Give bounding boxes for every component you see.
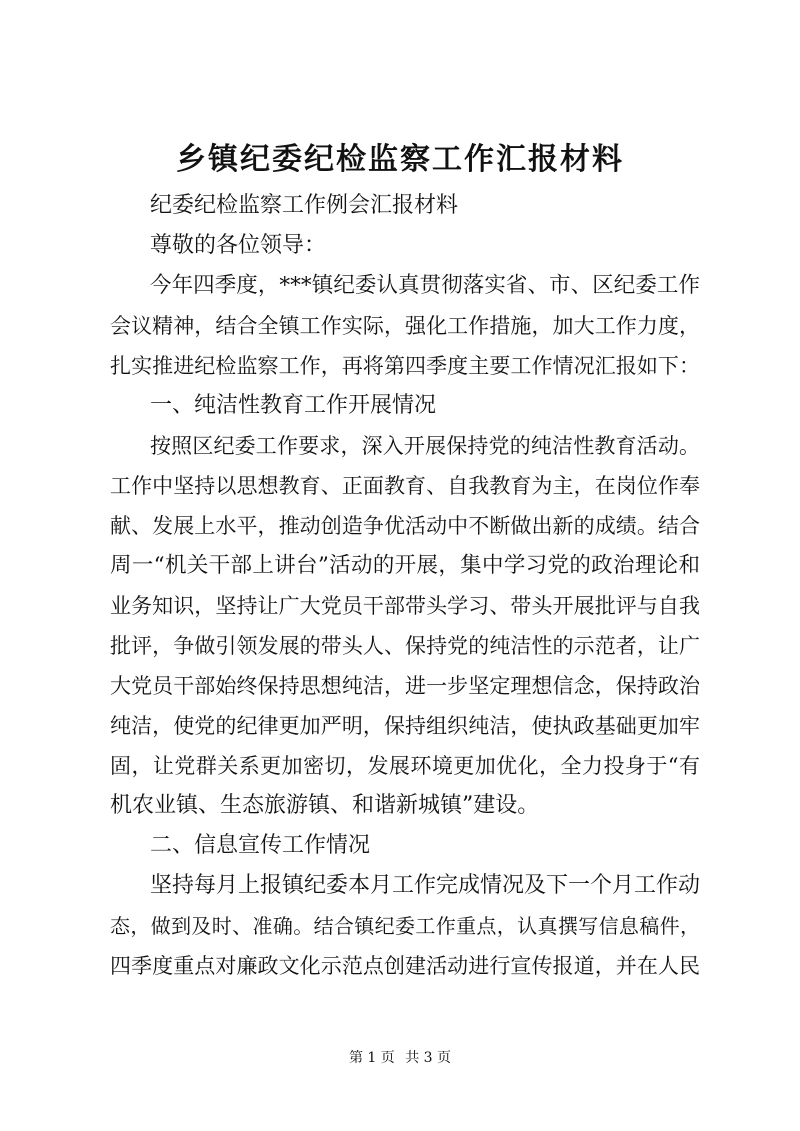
paragraph-line: 坚持每月上报镇纪委本月工作完成情况及下一个月工作动 <box>150 873 701 898</box>
paragraph-line: 批评，争做引领发展的带头人、保持党的纯洁性的示范者，让广 <box>110 634 700 658</box>
page-total: 共 3 页 <box>405 1050 452 1066</box>
paragraph-line: 工作中坚持以思想教育、正面教育、自我教育为主，在岗位作奉 <box>110 474 700 498</box>
paragraph-line: 四季度重点对廉政文化示范点创建活动进行宣传报道，并在人民 <box>110 954 700 978</box>
subtitle-line: 纪委纪检监察工作例会汇报材料 <box>150 193 459 218</box>
paragraph-line: 大党员干部始终保持思想纯洁，进一步坚定理想信念，保持政治 <box>110 674 700 698</box>
paragraph-line: 按照区纪委工作要求，深入开展保持党的纯洁性教育活动。 <box>150 434 700 458</box>
document-title: 乡镇纪委纪检监察工作汇报材料 <box>176 142 624 177</box>
document-body <box>110 186 700 986</box>
paragraph-line: 纯洁，使党的纪律更加严明，保持组织纯洁，使执政基础更加牢 <box>110 714 700 738</box>
paragraph-line: 今年四季度，***镇纪委认真贯彻落实省、市、区纪委工作 <box>150 273 700 298</box>
paragraph-line: 态，做到及时、准确。结合镇纪委工作重点，认真撰写信息稿件， <box>110 914 700 938</box>
paragraph-line: 会议精神，结合全镇工作实际，强化工作措施，加大工作力度， <box>110 314 700 338</box>
paragraph-line: 机农业镇、生态旅游镇、和谐新城镇”建设。 <box>110 793 540 818</box>
paragraph-line: 业务知识，坚持让广大党员干部带头学习、带头开展批评与自我 <box>110 594 700 618</box>
paragraph-line: 献、发展上水平，推动创造争优活动中不断做出新的成绩。结合 <box>110 514 700 538</box>
paragraph-line: 周一“机关干部上讲台”活动的开展，集中学习党的政治理论和 <box>110 553 700 578</box>
page-footer <box>0 1048 800 1068</box>
salutation-line: 尊敬的各位领导： <box>150 233 327 258</box>
paragraph-line: 固，让党群关系更加密切，发展环境更加优化，全力投身于“有 <box>110 754 700 778</box>
page-number: 第 1 页 <box>348 1050 395 1066</box>
section-heading: 一、纯洁性教育工作开展情况 <box>150 393 437 418</box>
section-heading: 二、信息宣传工作情况 <box>150 833 371 858</box>
paragraph-line: 扎实推进纪检监察工作，再将第四季度主要工作情况汇报如下： <box>110 354 700 378</box>
